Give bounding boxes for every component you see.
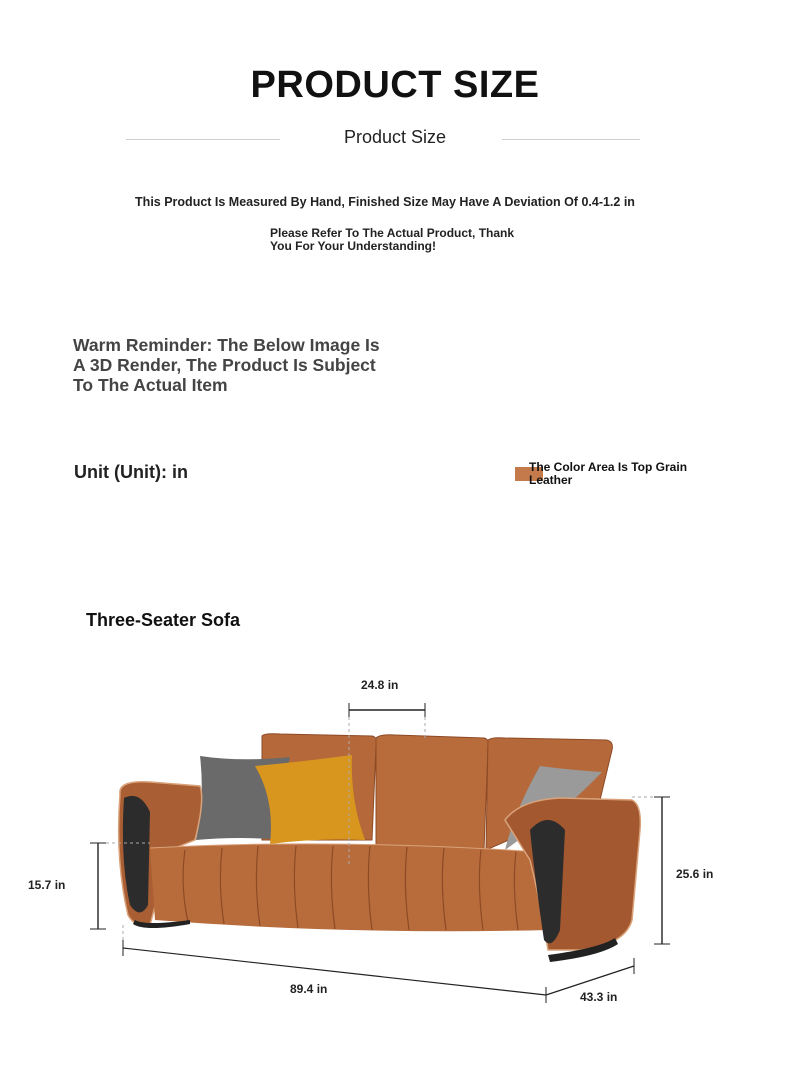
length-label: 89.4 in [290,982,328,996]
leather-legend-text: The Color Area Is Top Grain Leather [529,460,688,487]
cushion-width-label: 24.8 in [361,678,399,692]
warm-reminder: Warm Reminder: The Below Image Is A 3D Render, The Product Is Subject To The Actual Item [73,335,380,395]
sofa-illustration [0,640,790,1076]
page-title: PRODUCT SIZE [250,64,540,106]
unit-label: Unit (Unit): in [74,462,188,482]
page-subtitle: Product Size [343,127,447,147]
product-name: Three-Seater Sofa [86,610,241,630]
refer-note: Please Refer To The Actual Product, Thank You For Your Understanding! [270,226,515,253]
divider-right [502,139,640,140]
measurement-note: This Product Is Measured By Hand, Finished Size May Have A Deviation Of 0.4-1.2 in [135,195,635,209]
seat-height-label: 15.7 in [28,878,66,892]
depth-label: 43.3 in [580,990,618,1004]
total-height-label: 25.6 in [676,867,714,881]
